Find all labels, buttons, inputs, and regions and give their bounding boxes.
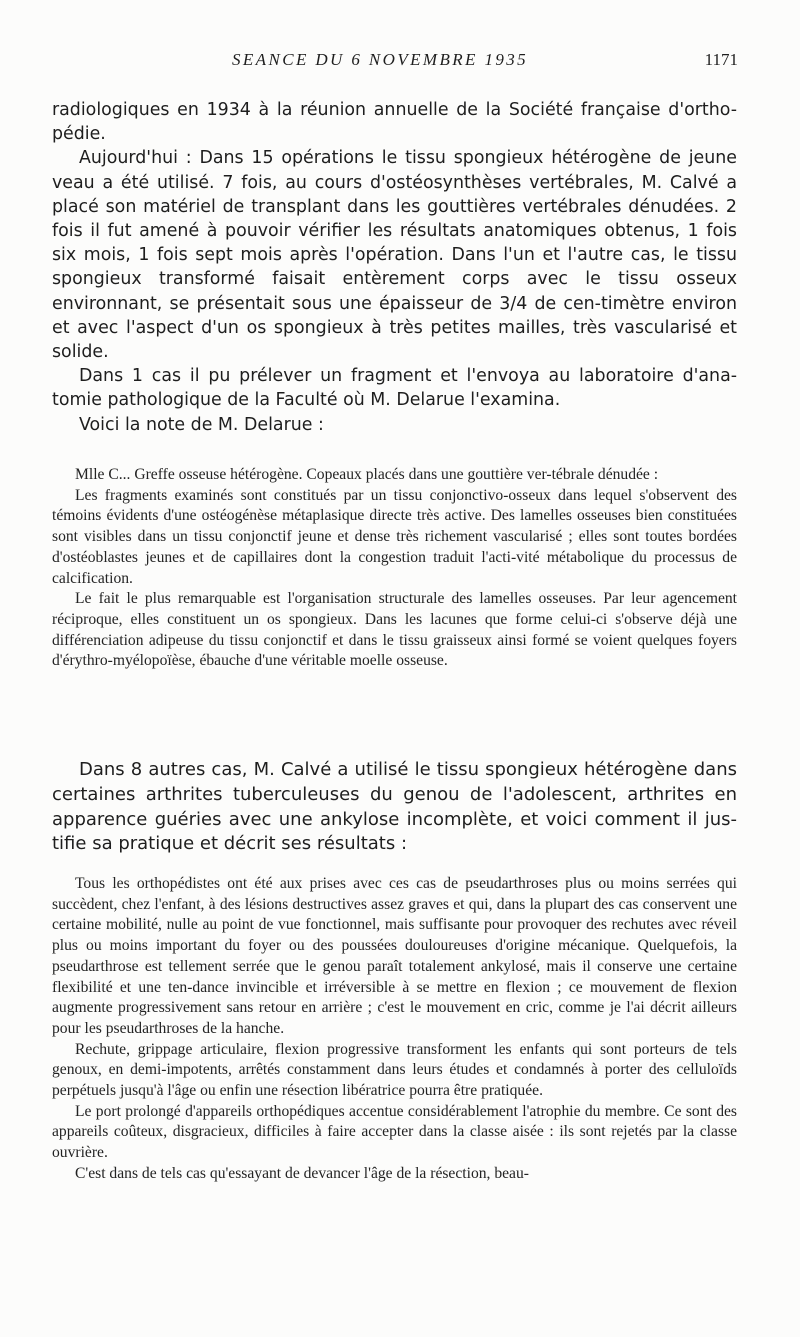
arthrites-section <box>52 758 737 857</box>
quote-paragraph-port-prolonge: Le port prolongé d'appareils orthopédiques accentue considérablement l'atrophie du membre. Ce sont des appareils coûteux, disgracieux, difficiles à faire accepter dans la classe aisée : ils sont rejetés par la classe ouvrière. <box>52 1102 737 1162</box>
intro-section <box>52 98 737 437</box>
page-number: 1171 <box>704 50 738 69</box>
paragraph-note-intro: Voici la note de M. Delarue : <box>79 414 324 435</box>
page-header <box>52 50 740 74</box>
quote-paragraph-tels-cas: C'est dans de tels cas qu'essayant de devancer l'âge de la résection, beau- <box>75 1164 529 1182</box>
quote-paragraph-rechute: Rechute, grippage articulaire, flexion progressive transforment les enfants qui sont porteurs de tels genoux, en demi-impotents, arrêtés constamment dans leurs études et condamnés à porter des celluloïds perpétuels jusqu'à l'âge ou enfin une résection libératrice pourra être pratiquée. <box>52 1040 737 1100</box>
calve-quote <box>52 874 737 1185</box>
note-title: Mlle C... Greffe osseuse hétérogène. Copeaux placés dans une gouttière ver-tébrale dénudée : <box>75 466 659 483</box>
paragraph-autres-cas: Dans 8 autres cas, M. Calvé a utilisé le tissu spongieux hétérogène dans certaines arthrites tuberculeuses du genou de l'adolescent, arthrites en apparence guéries avec une ankylose incomplète, et voici comment il jus-tifie sa pratique et décrit ses résultats : <box>52 759 737 855</box>
note-paragraph-remarquable: Le fait le plus remarquable est l'organisation structurale des lamelles osseuses. Par leur agencement réciproque, elles constituent un os spongieux. Dans les lacunes que forme celui-ci s'observe déjà une différenciation adipeuse du tissu conjonctif et dans le tissu graisseux ainsi formé se voient quelques foyers d'érythro-myélopoïèse, ébauche d'une véritable moelle osseuse. <box>52 590 737 670</box>
note-paragraph-fragments: Les fragments examinés sont constitués par un tissu conjonctivo-osseux dans lequel s'observent des témoins évidents d'une ostéogénèse métaplasique directe très active. Des lamelles osseuses bien constituées sont visibles dans un tissu conjonctif jeune et dense très richement vascularisé ; elles sont toutes bordées d'ostéoblastes jeunes et de capillaires dont la congestion traduit l'acti-vité métabolique du processus de calcification. <box>52 486 737 587</box>
paragraph-radiologiques: radiologiques en 1934 à la réunion annuelle de la Société française d'ortho-pédie. <box>52 100 737 145</box>
delarue-note <box>52 465 737 672</box>
quote-paragraph-orthopedistes: Tous les orthopédistes ont été aux prises avec ces cas de pseudarthroses plus ou moins serrées qui succèdent, chez l'enfant, à des lésions destructives assez graves et qui, dans la plupart des cas conservent une certaine mobilité, nulle au point de vue fonctionnel, mais suffisante pour provoquer des rechutes avec réveil plus ou moins important du foyer ou des poussées douloureuses d'origine mécanique. Quelquefois, la pseudarthrose est tellement serrée que le genou paraît totalement ankylosé, mais il conserve une certaine flexibilité et une ten-dance invincible et irréversible à se mettre en flexion ; ce mouvement de flexion augmente progressivement sans retour en arrière ; c'est le mouvement en cric, comme je l'ai décrit ailleurs pour les pseudarthroses de la hanche. <box>52 875 737 1037</box>
paragraph-fragment: Dans 1 cas il pu prélever un fragment et l'envoya au laboratoire d'ana-tomie pathologique de la Faculté où M. Delarue l'examina. <box>52 366 737 411</box>
paragraph-aujourdhui: Aujourd'hui : Dans 15 opérations le tissu spongieux hétérogène de jeune veau a été utilisé. 7 fois, au cours d'ostéosynthèses vertébrales, M. Calvé a placé son matériel de transplant dans les gouttières vertébrales dénudées. 2 fois il fut amené à pouvoir vérifier les résultats anatomiques obtenus, 1 fois six mois, 1 fois sept mois après l'opération. Dans l'un et l'autre cas, le tissu spongieux transformé faisait entèrement corps avec le tissu osseux environnant, se présentait sous une épaisseur de 3/4 de cen-timètre environ et avec l'aspect d'un os spongieux à très petites mailles, très vascularisé et solide. <box>52 148 737 363</box>
running-head: SEANCE DU 6 NOVEMBRE 1935 <box>232 50 529 69</box>
